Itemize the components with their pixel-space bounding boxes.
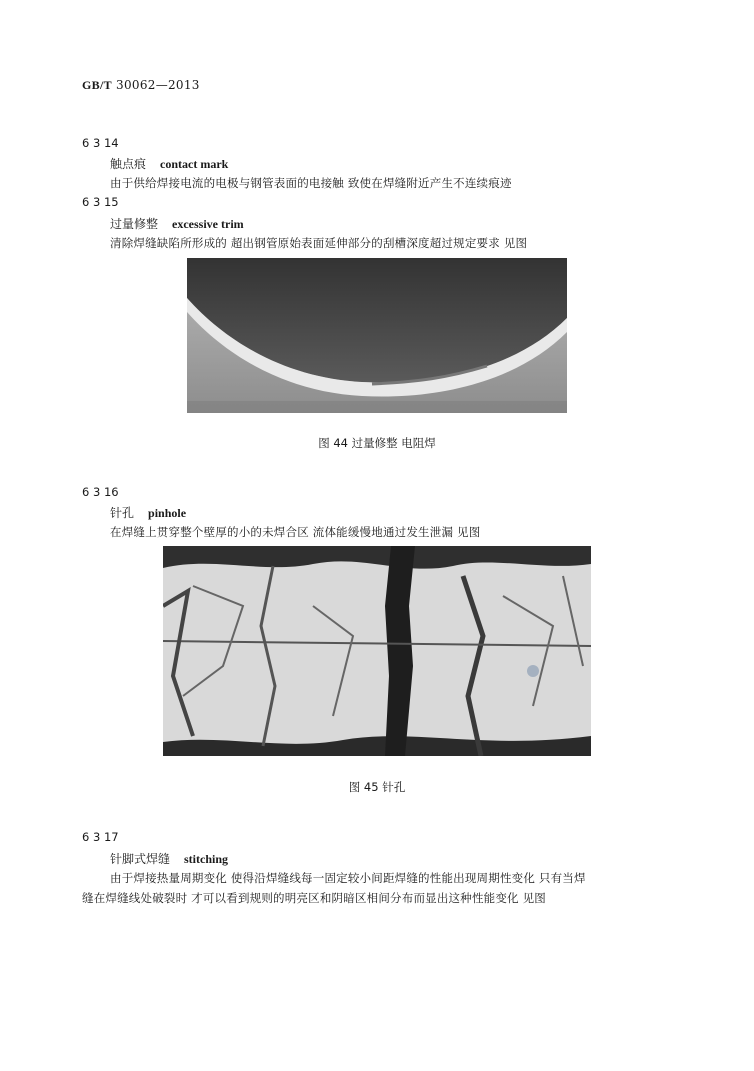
clause-number: 6 3 14 [82,136,119,150]
term-heading [110,215,244,232]
term-en: contact mark [160,157,229,171]
figure-44-photo [187,258,567,413]
term-heading [110,504,186,521]
term-definition: 由于焊接热量周期变化 使得沿焊缝线每一固定较小间距焊缝的性能出现周期性变化 只有当焊 [110,871,586,885]
term-zh: 触点痕 [110,157,147,171]
term-heading [110,850,228,867]
standard-number: 30062—2013 [116,78,200,92]
term-zh: 针孔 [110,506,135,520]
term-en: pinhole [148,506,187,520]
term-zh: 针脚式焊缝 [110,852,171,866]
term-en: stitching [184,852,229,866]
figure-caption: 图 45 针孔 [348,780,406,794]
term-definition: 清除焊缝缺陷所形成的 超出钢管原始表面延伸部分的刮槽深度超过规定要求 见图 [110,236,528,250]
term-en: excessive trim [172,217,244,231]
clause-number: 6 3 15 [82,195,119,209]
clause-number: 6 3 17 [82,830,119,844]
term-heading [110,155,228,172]
term-definition: 在焊缝上贯穿整个壁厚的小的未焊合区 流体能缓慢地通过发生泄漏 见图 [110,525,481,539]
figure-caption: 图 44 过量修整 电阻焊 [318,436,436,450]
clause-number: 6 3 16 [82,485,119,499]
term-definition: 由于供给焊接电流的电极与钢管表面的电接触 致使在焊缝附近产生不连续痕迹 [110,176,512,190]
term-definition-continued: 缝在焊缝线处破裂时 才可以看到规则的明亮区和阴暗区相间分布而显出这种性能变化 见图 [82,891,547,905]
standard-header [82,78,200,93]
term-zh: 过量修整 [110,217,159,231]
excessive-trim-photo [187,258,567,413]
standard-code: GB/T [82,78,112,92]
pinhole-photo [163,546,591,756]
figure-45-photo [163,546,591,756]
